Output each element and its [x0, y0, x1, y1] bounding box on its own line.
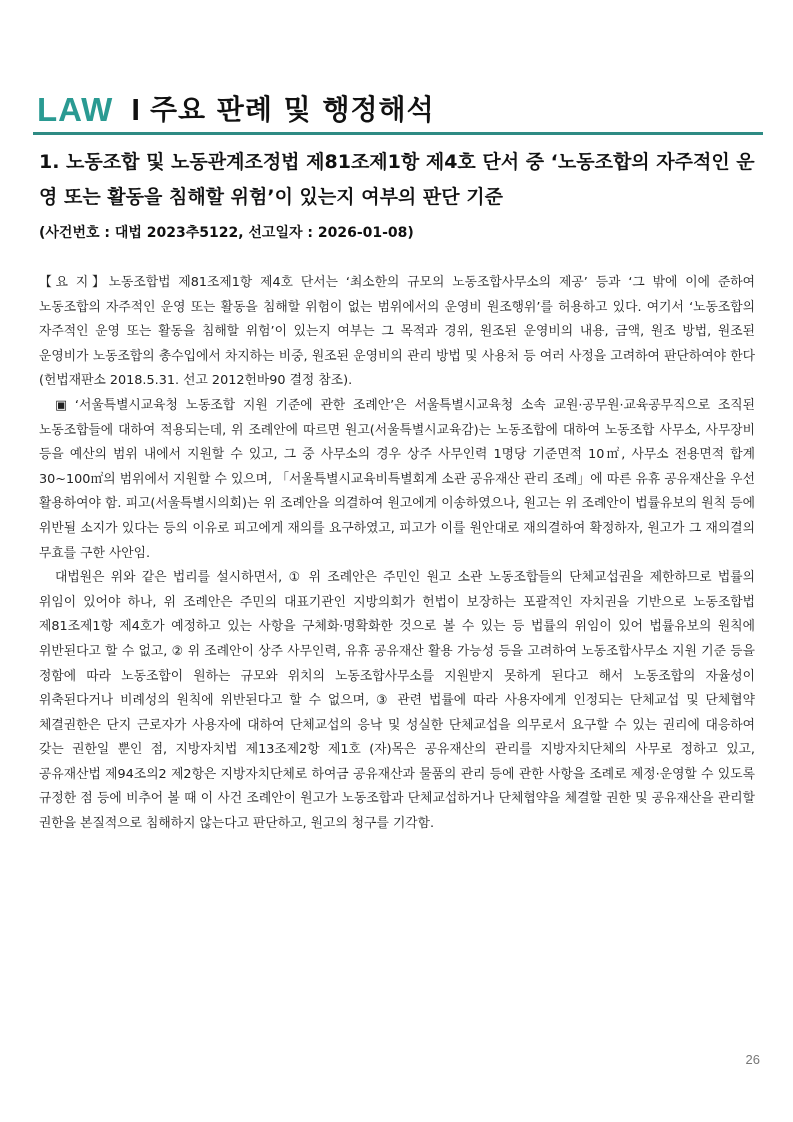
- case-meta: (사건번호 : 대법 2023추5122, 선고일자 : 2026-01-08): [39, 225, 414, 241]
- summary-paragraph: 【요 지】노동조합법 제81조제1항 제4호 단서는 ‘최소한의 규모의 노동조합사무소의 제공’ 등과 ‘그 밖에 이에 준하여 노동조합의 자주적인 운영 또는 활동을 침해할 위험이 없는 범위에서의 운영비 원조행위’를 허용하고 있다. 여기서 ‘노동조합의 자주적인 운영 또는 활동을 침해할 위험’이 있는지 여부는 그 목적과 경위, 원조된 운영비의 내용, 금액, 원조 방법, 원조된 운영비가 노동조합의 총수입에서 차지하는 비중, 원조된 운영비의 관리 방법 및 사용처 등 여러 사정을 고려하여 판단하여야 한다(헌법재판소 2018.5.31. 선고 2012헌바90 결정 참조).: [39, 275, 755, 389]
- section-title: 주요 판례 및 행정해석: [149, 93, 435, 126]
- section-header: [33, 86, 763, 135]
- ruling-paragraph: 대법원은 위와 같은 법리를 설시하면서, ① 위 조례안은 주민인 원고 소관 노동조합들의 단체교섭권을 제한하므로 법률의 위임이 있어야 하나, 위 조례안은 주민의 대표기관인 지방의회가 헌법이 보장하는 포괄적인 자치권을 기반으로 노동조합법 제81조제1항 제4호가 예정하고 있는 사항을 구체화·명확화한 것으로 볼 수 있는 등 법률의 위임이 있어 법률유보의 원칙에 위반된다고 할 수 없고, ② 위 조례안이 상주 사무인력, 유휴 공유재산 활용 가능성 등을 고려하여 노동조합사무소 지원 기준 등을 정함에 따라 노동조합이 원하는 규모와 위치의 노동조합사무소를 지원받지 못하게 된다고 해서 노동조합의 자율성이 위축된다거나 비례성의 원칙에 위반된다고 할 수 없으며, ③ 관련 법률에 따라 사용자에게 인정되는 단체교섭 및 단체협약 체결권한은 단지 근로자가 사용자에 대하여 단체교섭의 응낙 및 성실한 단체교섭을 의무로서 요구할 수 있는 권리에 대응하여 갖는 권한일 뿐인 점, 지방자치법 제13조제2항 제1호 (자)목은 공유재산의 관리를 지방자치단체의 사무로 정하고 있고, 공유재산법 제94조의2 제2항은 지방자치단체로 하여금 공유재산과 물품의 관리 등에 관한 사항을 조례로 제정·운영할 수 있도록 규정한 점 등에 비추어 볼 때 이 사건 조례안이 원고가 노동조합과 단체교섭하거나 단체협약을 체결할 권한 및 공유재산을 관리할 권한을 본질적으로 침해하지 않는다고 판단하고, 원고의 청구를 기각함.: [39, 570, 755, 832]
- page-number: 26: [745, 1052, 760, 1067]
- facts-paragraph: ▣ ‘서울특별시교육청 노동조합 지원 기준에 관한 조례안’은 서울특별시교육청 소속 교원·공무원·교육공무직으로 조직된 노동조합들에 대하여 적용되는데, 위 조례안에 따르면 원고(서울특별시교육감)는 노동조합에 대하여 노동조합 사무소, 사무장비 등을 예산의 범위 내에서 지원할 수 있고, 그 중 사무소의 경우 상주 사무인력 1명당 기준면적 10㎡, 사무소 전용면적 합계 30~100㎡의 범위에서 지원할 수 있으며, 「서울특별시교육비특별회계 소관 공유재산 관리 조례」에 따른 유휴 공유재산을 우선 활용하여야 함. 피고(서울특별시의회)는 위 조례안을 의결하여 원고에게 이송하였으나, 원고는 위 조례안이 법률유보의 원칙 등에 위반될 소지가 있다는 등의 이유로 피고에게 재의를 요구하였고, 피고가 이를 원안대로 재의결하여 확정하자, 원고가 그 재의결의 무효를 구한 사안임.: [39, 397, 755, 561]
- law-tag: LAW: [37, 91, 114, 128]
- case-title: 1. 노동조합 및 노동관계조정법 제81조제1항 제4호 단서 중 ‘노동조합의 자주적인 운영 또는 활동을 침해할 위험’이 있는지 여부의 판단 기준: [39, 151, 755, 208]
- header-separator: I: [131, 92, 140, 127]
- article-body: [39, 271, 755, 837]
